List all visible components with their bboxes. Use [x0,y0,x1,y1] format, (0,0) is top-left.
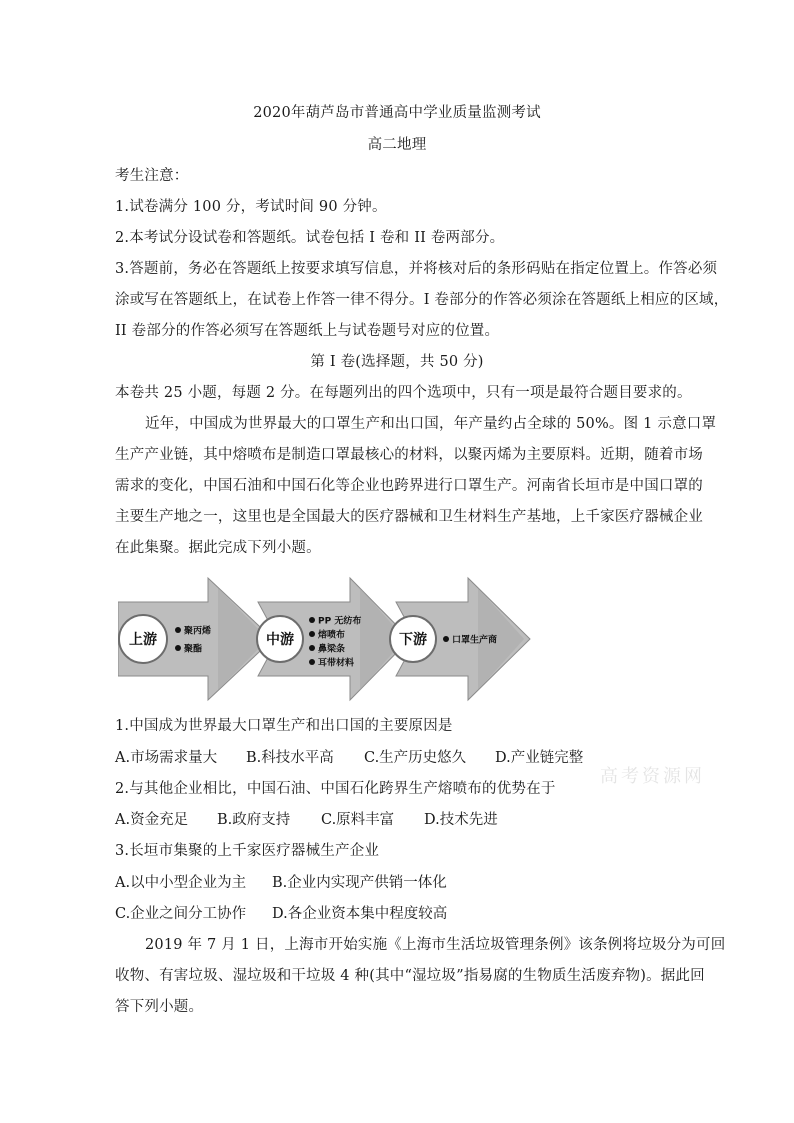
passage-line: 收物、有害垃圾、湿垃圾和干垃圾 4 种(其中“湿垃圾”指易腐的生物质生活废弃物)。据此回 [115,968,705,984]
downstream-label: 下游 [399,632,427,648]
option-d[interactable]: D.各企业资本集中程度较高 [272,906,448,922]
upstream-label: 上游 [129,632,157,648]
midstream-label: 中游 [266,632,294,648]
subject-title: 高二地理 [367,137,427,153]
question-stem: 1.中国成为世界最大口罩生产和出口国的主要原因是 [115,718,453,734]
bullet-icon [309,659,315,665]
passage-line: 需求的变化，中国石油和中国石化等企业也跨界进行口罩生产。河南省长垣市是中国口罩的 [115,478,703,494]
option-c[interactable]: C.企业之间分工协作 [115,906,247,922]
downstream-stage [390,578,530,700]
notice-item: II 卷部分的作答必须写在答题纸上与试卷题号对应的位置。 [115,323,500,339]
bullet-icon [309,617,315,623]
bullet-icon [175,645,181,651]
midstream-item: 熔喷布 [318,630,346,641]
section-title: 第 I 卷(选择题，共 50 分) [310,354,484,370]
option-a[interactable]: A.以中小型企业为主 [115,875,247,891]
option-a[interactable]: A.资金充足 [115,812,189,828]
watermark: 高考资源网 [600,766,705,787]
bullet-icon [309,631,315,637]
option-b[interactable]: B.企业内实现产供销一体化 [272,875,447,891]
exam-title: 2020年葫芦岛市普通高中学业质量监测考试 [253,105,541,121]
bullet-icon [443,636,449,642]
passage-line: 答下列小题。 [115,999,204,1015]
option-d[interactable]: D.产业链完整 [495,750,584,766]
notice-heading: 考生注意： [115,168,189,184]
downstream-item: 口罩生产商 [452,635,498,646]
upstream-item: 聚酯 [184,644,203,655]
bullet-icon [175,627,181,633]
midstream-item: 耳带材料 [318,658,355,669]
section-instruction: 本卷共 25 小题，每题 2 分。在每题列出的四个选项中，只有一项是最符合题目要求的。 [115,385,692,401]
midstream-item: 鼻梁条 [318,644,346,655]
passage-line: 在此集聚。据此完成下列小题。 [115,540,321,556]
question-stem: 2.与其他企业相比，中国石油、中国石化跨界生产熔喷布的优势在于 [115,781,556,797]
option-b[interactable]: B.政府支持 [217,812,291,828]
midstream-item: PP 无纺布 [318,616,362,627]
passage-line: 2019 年 7 月 1 日，上海市开始实施《上海市生活垃圾管理条例》该条例将垃圾分为可回 [145,937,726,953]
bullet-icon [309,645,315,651]
notice-item: 3.答题前，务必在答题纸上按要求填写信息，并将核对后的条形码贴在指定位置上。作答必须 [115,261,718,277]
question-stem: 3.长垣市集聚的上千家医疗器械生产企业 [115,843,380,859]
passage-line: 主要生产地之一，这里也是全国最大的医疗器械和卫生材料生产基地，上千家医疗器械企业 [115,509,703,525]
notice-item: 1.试卷满分 100 分，考试时间 90 分钟。 [115,199,387,215]
option-c[interactable]: C.原料丰富 [321,812,395,828]
industry-chain-diagram [118,576,538,702]
upstream-item: 聚丙烯 [184,626,212,637]
option-d[interactable]: D.技术先进 [424,812,498,828]
passage-line: 近年，中国成为世界最大的口罩生产和出口国，年产量约占全球的 50%。图 1 示意口罩 [145,416,717,432]
notice-item: 涂或写在答题纸上，在试卷上作答一律不得分。I 卷部分的作答必须涂在答题纸上相应的区域， [115,292,729,308]
passage-line: 生产产业链，其中熔喷布是制造口罩最核心的材料，以聚丙烯为主要原料。近期，随着市场 [115,447,703,463]
midstream-stage [257,578,410,700]
notice-item: 2.本考试分设试卷和答题纸。试卷包括 I 卷和 II 卷两部分。 [115,230,505,246]
upstream-stage [118,578,273,700]
option-a[interactable]: A.市场需求量大 [115,750,218,766]
option-b[interactable]: B.科技水平高 [246,750,334,766]
option-c[interactable]: C.生产历史悠久 [364,750,467,766]
